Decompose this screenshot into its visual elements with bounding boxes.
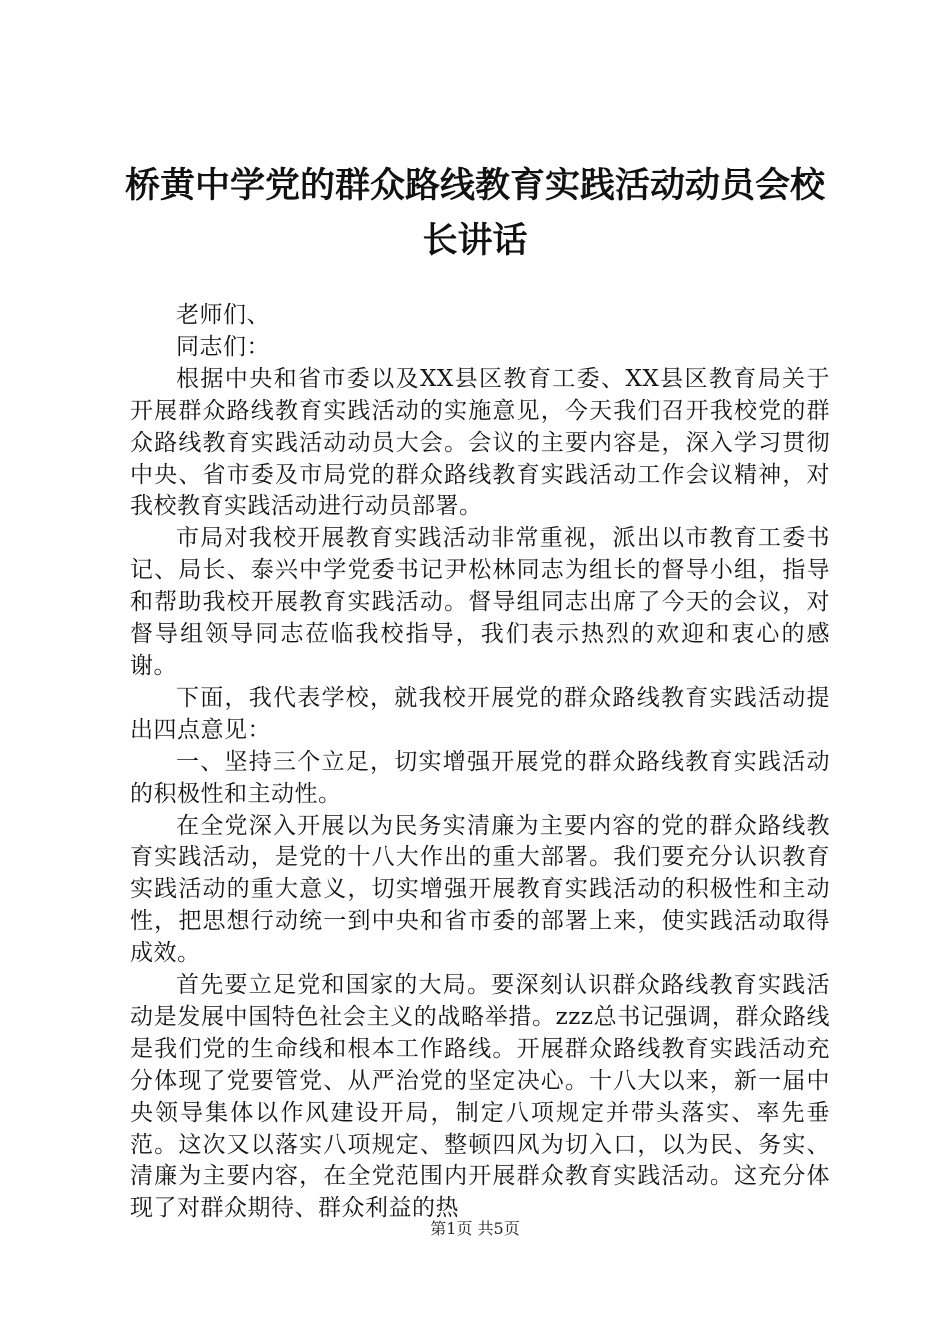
title-line-1: 桥黄中学党的群众路线教育实践活动动员会校 (124, 165, 825, 206)
document-body (130, 300, 830, 1225)
paragraph: 市局对我校开展教育实践活动非常重视，派出以市教育工委书记、局长、泰兴中学党委书记尹松林同志为组长的督导小组，指导和帮助我校开展教育实践活动。督导组同志出席了今天的会议，对督导组领导同志莅临我校指导，我们表示热烈的欢迎和衷心的感谢。 (130, 525, 830, 679)
page-number: 第1页 共5页 (430, 1219, 520, 1238)
paragraph: 首先要立足党和国家的大局。要深刻认识群众路线教育实践活动是发展中国特色社会主义的战略举措。zzz总书记强调，群众路线是我们党的生命线和根本工作路线。开展群众路线教育实践活动充分体现了党要管党、从严治党的坚定决心。十八大以来，新一届中央领导集体以作风建设开局，制定八项规定并带头落实、率先垂范。这次又以落实八项规定、整顿四风为切入口，以为民、务实、清廉为主要内容，在全党范围内开展群众教育实践活动。这充分体现了对群众期待、群众利益的热 (130, 972, 830, 1222)
paragraph: 根据中央和省市委以及XX县区教育工委、XX县区教育局关于开展群众路线教育实践活动的实施意见，今天我们召开我校党的群众路线教育实践活动动员大会。会议的主要内容是，深入学习贯彻中央、省市委及市局党的群众路线教育实践活动工作会议精神，对我校教育实践活动进行动员部署。 (130, 365, 830, 520)
document-title (118, 158, 832, 268)
paragraph: 下面，我代表学校，就我校开展党的群众路线教育实践活动提出四点意见： (130, 684, 830, 743)
section-heading: 一、坚持三个立足，切实增强开展党的群众路线教育实践活动的积极性和主动性。 (130, 748, 830, 807)
paragraph: 在全党深入开展以为民务实清廉为主要内容的党的群众路线教育实践活动，是党的十八大作出的重大部署。我们要充分认识教育实践活动的重大意义，切实增强开展教育实践活动的积极性和主动性，把思想行动统一到中央和省市委的部署上来，使实践活动取得成效。 (130, 812, 830, 967)
title-line-2: 长讲话 (422, 220, 528, 261)
salutation-teachers: 老师们、 (176, 302, 270, 328)
salutation-comrades: 同志们： (176, 333, 270, 360)
